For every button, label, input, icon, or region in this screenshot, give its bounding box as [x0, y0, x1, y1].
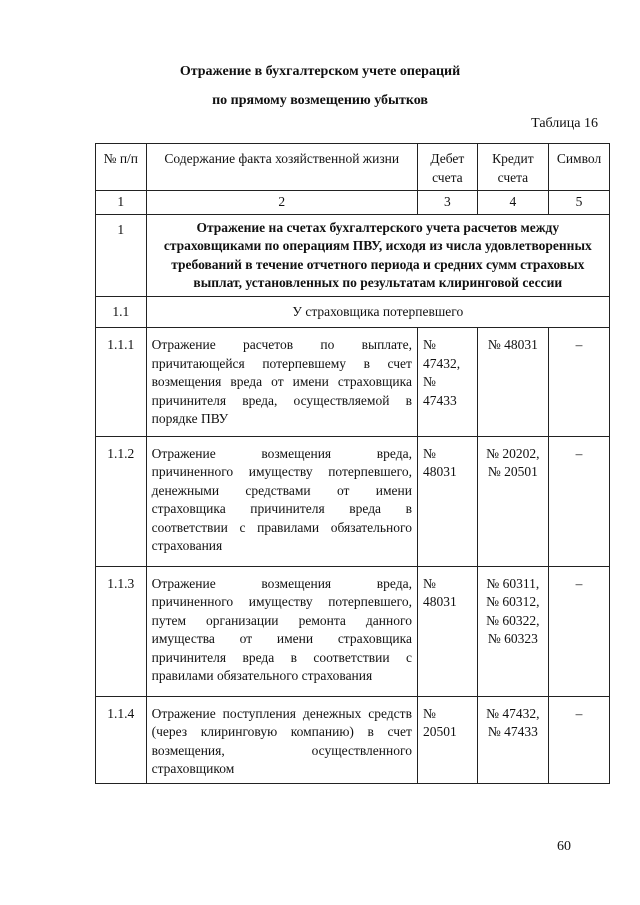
row-credit: [477, 328, 548, 437]
debit-account: № 47432,: [422, 337, 461, 371]
row-content: Отражение расчетов по выплате, причитающейся потерпевшему в счет возмещения вреда от имени страховщика причинителя вреда, осуществляемой в порядке ПВУ: [146, 328, 417, 437]
accounting-table: [95, 143, 610, 784]
table-row: [96, 436, 610, 566]
document-title-line-1: Отражение в бухгалтерском учете операций: [179, 64, 461, 79]
row-symbol: –: [549, 328, 610, 437]
credit-account: № 60311,: [486, 575, 540, 591]
row-credit: [477, 696, 548, 783]
credit-account: № 60323: [487, 631, 538, 646]
section-num: 1: [96, 214, 147, 296]
row-debit: [417, 566, 477, 696]
section-row: [96, 214, 610, 296]
row-num: 1.1.4: [96, 696, 147, 783]
row-debit: [417, 328, 477, 437]
table-row: [96, 566, 610, 696]
table-row: [96, 696, 610, 783]
row-symbol: –: [549, 566, 610, 696]
document-title-line-2: по прямому возмещению убытков: [212, 93, 428, 108]
header-num: № п/п: [96, 144, 147, 191]
row-symbol: –: [549, 696, 610, 783]
row-credit: [477, 436, 548, 566]
table-row: [96, 328, 610, 437]
row-debit: [417, 436, 477, 566]
header-content: Содержание факта хозяйственной жизни: [146, 144, 417, 191]
column-number: 5: [549, 191, 610, 215]
table-label: Таблица 16: [531, 116, 598, 131]
row-num: 1.1.3: [96, 566, 147, 696]
credit-account: № 47432,: [486, 705, 540, 721]
table-header-row: [96, 144, 610, 191]
header-credit: Кредит счета: [477, 144, 548, 191]
credit-account: № 20202,: [486, 445, 540, 461]
column-number: 4: [477, 191, 548, 215]
subsection-row: [96, 296, 610, 328]
row-debit: [417, 696, 477, 783]
row-symbol: –: [549, 436, 610, 566]
credit-account: № 60312,: [486, 594, 540, 609]
row-content: Отражение возмещения вреда, причиненного имуществу потерпевшего, денежными средствами от имени страховщика причинителя вреда в соответствии с правилами обязательного страхования: [146, 436, 417, 566]
section-title: Отражение на счетах бухгалтерского учета расчетов между страховщиками по операциям ПВУ, исходя из числа удовлетворенных требований в течение отчетного периода и средних сумм страховых выплат, установленных по результатам клиринговой сессии: [146, 214, 609, 296]
column-number: 2: [146, 191, 417, 215]
row-content: Отражение возмещения вреда, причиненного имуществу потерпевшего, путем организации ремонта данного имущества от имени страховщика причинителя вреда в соответствии с правилами обязательного страхования: [146, 566, 417, 696]
debit-account: № 20501: [422, 705, 457, 739]
page-number: 60: [557, 839, 571, 854]
row-content: Отражение поступления денежных средств (через клиринговую компанию) в счет возмещения, осуществленного страховщиком: [146, 696, 417, 783]
column-number: 1: [96, 191, 147, 215]
debit-account: № 48031: [422, 445, 457, 479]
credit-account: № 47433: [487, 724, 538, 739]
column-number: 3: [417, 191, 477, 215]
row-num: 1.1.1: [96, 328, 147, 437]
header-debit: Дебет счета: [417, 144, 477, 191]
credit-account: № 48031: [487, 337, 538, 352]
row-num: 1.1.2: [96, 436, 147, 566]
row-credit: [477, 566, 548, 696]
subsection-num: 1.1: [96, 296, 147, 328]
credit-account: № 60322,: [486, 612, 540, 628]
credit-account: № 20501: [487, 464, 538, 479]
debit-account: № 48031: [422, 575, 457, 609]
subsection-title: У страховщика потерпевшего: [146, 296, 609, 328]
debit-account: № 47433: [422, 374, 457, 408]
column-numbers-row: [96, 191, 610, 215]
header-symbol: Символ: [549, 144, 610, 191]
